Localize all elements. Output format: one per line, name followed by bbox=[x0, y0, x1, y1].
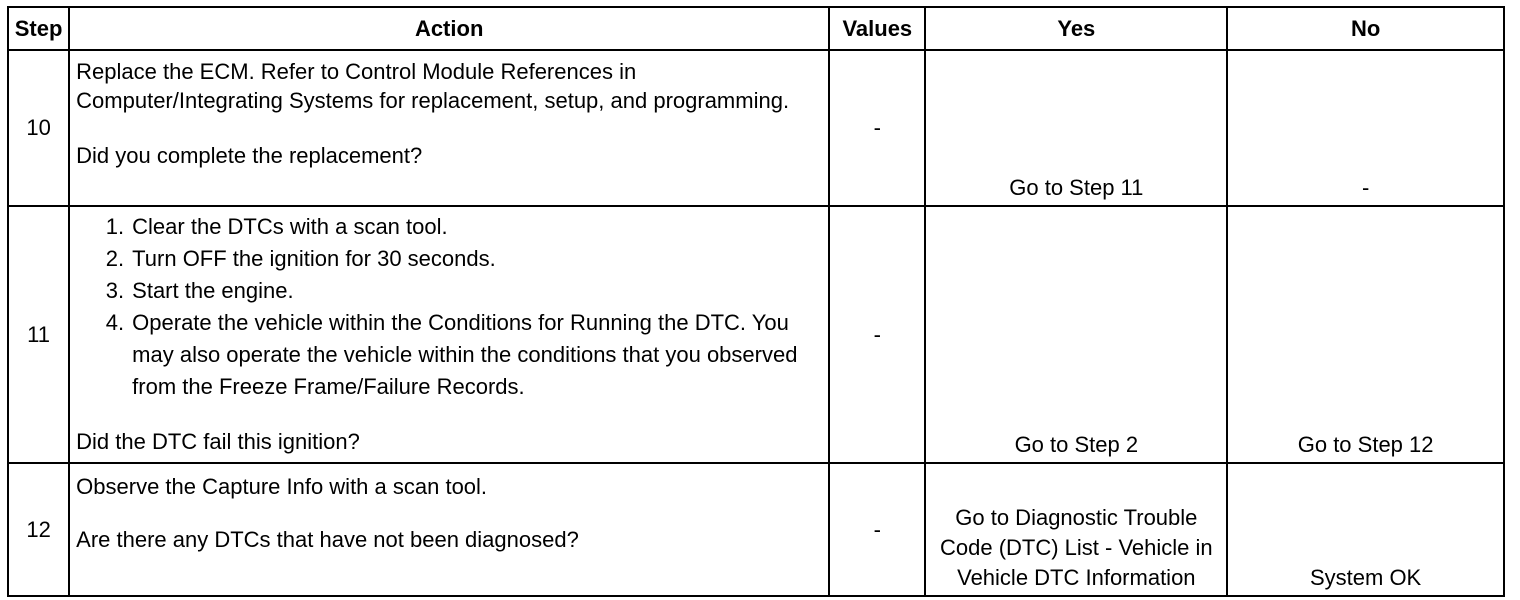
header-no: No bbox=[1227, 7, 1504, 50]
action-question: Did the DTC fail this ignition? bbox=[76, 429, 360, 454]
list-item-text: Turn OFF the ignition for 30 seconds. bbox=[132, 246, 496, 271]
no-cell: System OK bbox=[1227, 463, 1504, 596]
table-row bbox=[8, 206, 1504, 463]
yes-cell: Go to Step 11 bbox=[925, 50, 1227, 206]
list-item-text: Clear the DTCs with a scan tool. bbox=[132, 214, 448, 239]
action-cell bbox=[69, 463, 829, 596]
list-item-number: 1. bbox=[105, 214, 125, 239]
no-cell: Go to Step 12 bbox=[1227, 206, 1504, 463]
list-item bbox=[76, 307, 822, 403]
table-row bbox=[8, 463, 1504, 596]
header-action: Action bbox=[69, 7, 829, 50]
header-values: Values bbox=[829, 7, 925, 50]
action-question: Are there any DTCs that have not been diagnosed? bbox=[76, 527, 579, 552]
yes-cell: Go to Step 2 bbox=[925, 206, 1227, 463]
table-row bbox=[8, 50, 1504, 206]
values-cell: - bbox=[829, 206, 925, 463]
action-text: Observe the Capture Info with a scan tool. bbox=[76, 474, 488, 499]
action-question: Did you complete the replacement? bbox=[76, 143, 423, 168]
list-item bbox=[76, 211, 822, 243]
diagnostic-table bbox=[7, 6, 1505, 597]
step-number: 11 bbox=[8, 206, 69, 463]
no-cell: - bbox=[1227, 50, 1504, 206]
header-yes: Yes bbox=[925, 7, 1227, 50]
action-step-list bbox=[76, 211, 822, 403]
list-item-number: 2. bbox=[105, 246, 125, 271]
list-item-text: Start the engine. bbox=[132, 278, 294, 303]
list-item-text: Operate the vehicle within the Conditions for Running the DTC. You may also operate the vehicle within the conditions that you observed from the Freeze Frame/Failure Records. bbox=[132, 310, 798, 399]
step-number: 10 bbox=[8, 50, 69, 206]
values-cell: - bbox=[829, 50, 925, 206]
action-cell bbox=[69, 206, 829, 463]
list-item bbox=[76, 275, 822, 307]
yes-cell: Go to Diagnostic Trouble Code (DTC) List - Vehicle in Vehicle DTC Information bbox=[925, 463, 1227, 596]
step-number: 12 bbox=[8, 463, 69, 596]
action-text: Replace the ECM. Refer to Control Module References in Computer/Integrating Systems for replacement, setup, and programming. bbox=[76, 59, 790, 113]
values-cell: - bbox=[829, 463, 925, 596]
action-cell bbox=[69, 50, 829, 206]
header-step: Step bbox=[8, 7, 69, 50]
list-item-number: 4. bbox=[105, 310, 125, 335]
list-item bbox=[76, 243, 822, 275]
header-row bbox=[8, 7, 1504, 50]
list-item-number: 3. bbox=[105, 278, 125, 303]
